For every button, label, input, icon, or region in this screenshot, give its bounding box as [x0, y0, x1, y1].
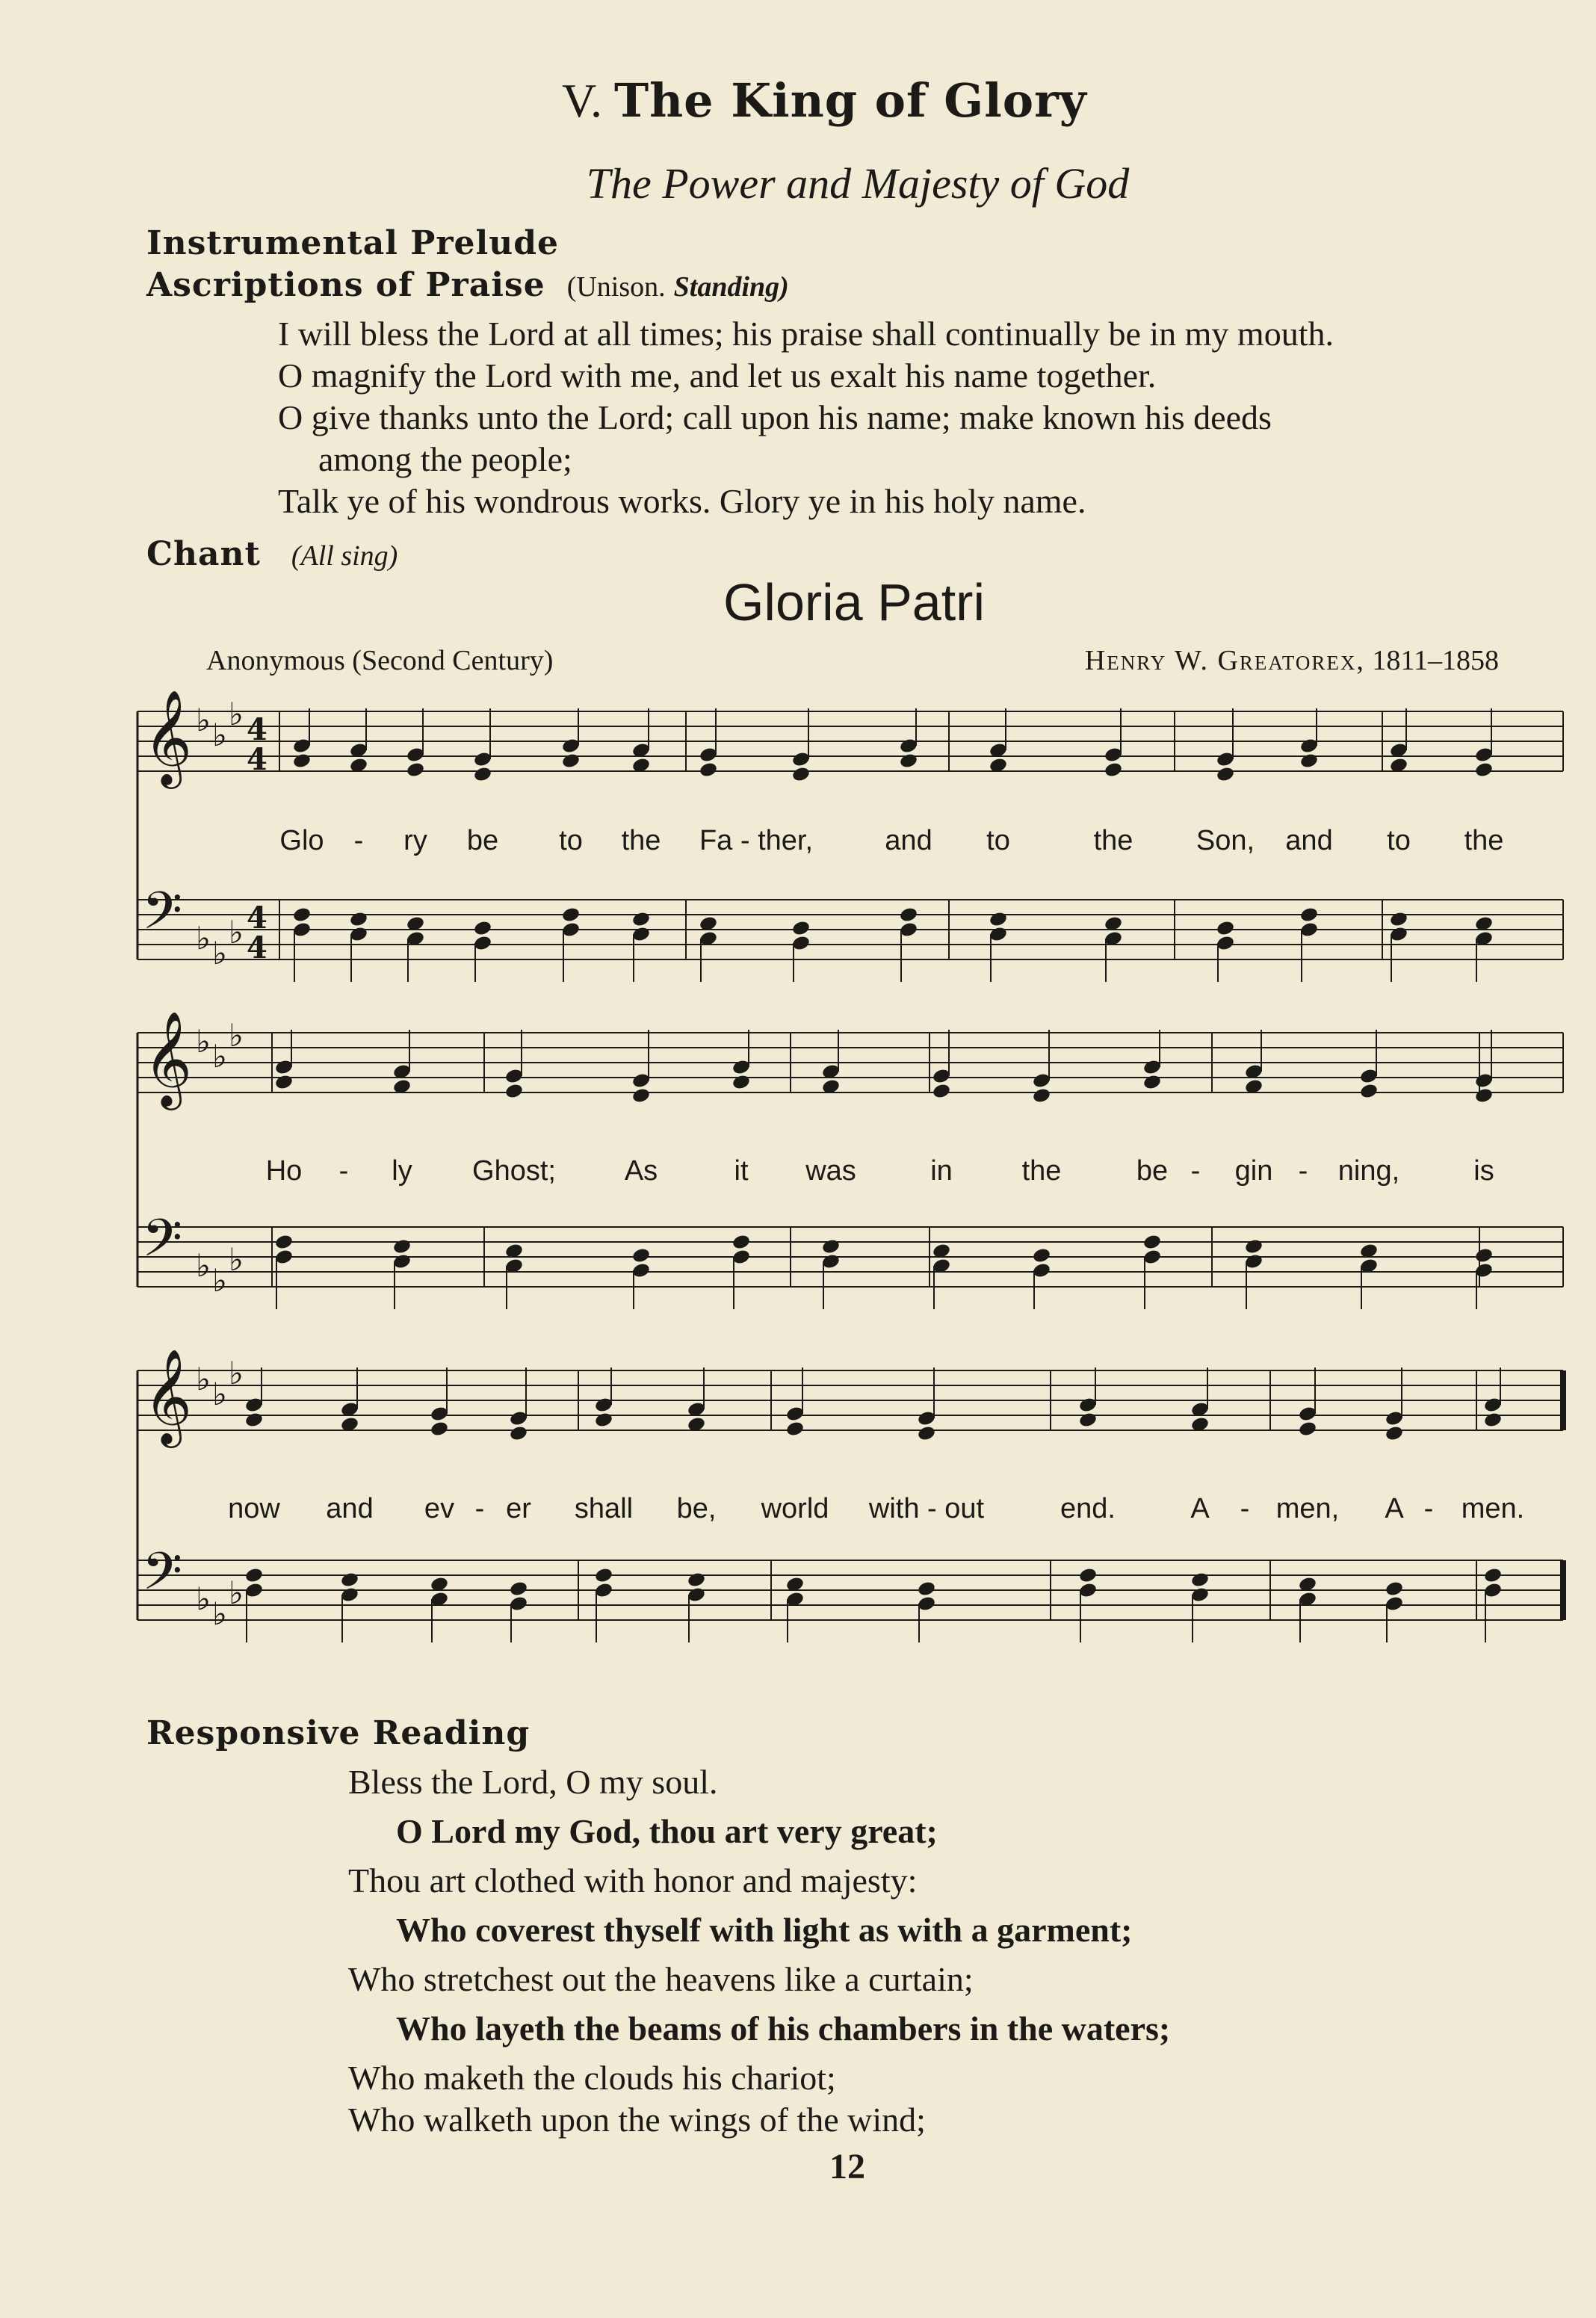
time-signature-bottom: 4 — [247, 930, 267, 965]
lyric-syllable: ev — [424, 1493, 455, 1524]
notehead — [473, 920, 492, 937]
notehead — [732, 1234, 751, 1251]
lyric-syllable: and — [885, 825, 932, 856]
flat-sign: ♭ — [229, 696, 244, 732]
notehead — [791, 766, 811, 783]
reading-line-response: Who coverest thyself with light as with a garment; — [396, 1911, 1133, 1949]
flat-sign: ♭ — [196, 1247, 211, 1284]
notehead — [1104, 761, 1123, 779]
lyric-syllable: A — [1385, 1493, 1404, 1524]
words-credit: Anonymous (Second Century) — [206, 645, 554, 676]
notehead — [244, 1412, 264, 1429]
notehead — [349, 911, 368, 928]
notehead — [1216, 766, 1235, 783]
lyric-syllable: be, — [676, 1493, 717, 1524]
reading-line-leader: Who maketh the clouds his chariot; — [348, 2059, 836, 2097]
ascription-line: O magnify the Lord with me, and let us exalt his name together. — [278, 356, 1157, 395]
notehead — [594, 1412, 613, 1429]
chant-note: (All sing) — [291, 540, 398, 572]
responsive-heading: Responsive Reading — [146, 1714, 531, 1752]
flat-sign: ♭ — [229, 1355, 244, 1391]
notehead — [1483, 1412, 1503, 1429]
time-signature-bottom: 4 — [247, 742, 267, 777]
lyric-syllable: - — [353, 825, 364, 856]
lyric-syllable: - — [1240, 1493, 1250, 1524]
ascription-line: O give thanks unto the Lord; call upon his name; make known his deeds — [278, 398, 1272, 436]
flat-sign: ♭ — [229, 1574, 244, 1611]
time-signature-top: 4 — [247, 900, 267, 936]
treble-clef: 𝄞 — [143, 689, 193, 785]
notehead — [561, 752, 581, 770]
lyric-syllable: men, — [1275, 1493, 1340, 1524]
flat-sign: ♭ — [229, 1241, 244, 1278]
lyric-syllable: ry — [403, 825, 427, 856]
lyric-syllable: As — [624, 1155, 658, 1187]
ascription-line: among the people; — [318, 440, 572, 478]
ascriptions-heading: Ascriptions of Praise — [146, 266, 545, 304]
notehead — [932, 1083, 951, 1100]
notehead — [631, 1087, 651, 1104]
reading-line-leader: Who stretchest out the heavens like a curtain; — [348, 1960, 974, 1998]
lyric-syllable: with - out — [868, 1493, 985, 1524]
reading-line-leader: Thou art clothed with honor and majesty: — [348, 1861, 918, 1900]
notehead — [274, 1074, 294, 1091]
lyric-syllable: - — [1190, 1155, 1201, 1187]
lyric-syllable: ly — [392, 1155, 412, 1187]
ascription-line: I will bless the Lord at all times; his praise shall continually be in my mouth. — [278, 315, 1334, 353]
notehead — [1078, 1567, 1098, 1584]
notehead — [430, 1421, 449, 1438]
flat-sign: ♭ — [212, 1038, 227, 1075]
notehead — [1385, 1580, 1404, 1598]
notehead — [791, 920, 811, 937]
notehead — [292, 906, 312, 924]
lyric-syllable: was — [805, 1155, 856, 1187]
flat-sign: ♭ — [196, 1361, 211, 1397]
lyric-syllable: A — [1190, 1493, 1210, 1524]
bass-clef: 𝄢 — [142, 1541, 183, 1614]
music-credit-years: 1811–1858 — [1372, 645, 1499, 676]
notehead — [1474, 1247, 1494, 1264]
lyric-syllable: men. — [1461, 1493, 1525, 1524]
notehead — [899, 906, 918, 924]
lyric-syllable: and — [326, 1493, 374, 1524]
notehead — [732, 1074, 751, 1091]
notehead — [561, 906, 581, 924]
music-credit-name: Henry W. Greatorex, — [1084, 645, 1365, 676]
ascription-line: Talk ye of his wondrous works. Glory ye in his holy name. — [278, 482, 1086, 520]
notehead — [631, 1247, 651, 1264]
prelude-heading: Instrumental Prelude — [146, 224, 559, 262]
lyric-syllable: Son, — [1196, 825, 1255, 856]
lyric-syllable: end. — [1060, 1493, 1116, 1524]
notehead — [1359, 1083, 1379, 1100]
lyric-syllable: - — [1298, 1155, 1308, 1187]
notehead — [292, 752, 312, 770]
flat-sign: ♭ — [196, 1023, 211, 1060]
notehead — [244, 1567, 264, 1584]
notehead — [699, 761, 718, 779]
notehead — [1244, 1238, 1264, 1255]
time-signature-top: 4 — [247, 712, 267, 747]
notehead — [473, 766, 492, 783]
page-number: 12 — [829, 2147, 865, 2186]
lyric-syllable: now — [228, 1493, 280, 1524]
lyric-syllable: - — [1423, 1493, 1434, 1524]
notehead — [1474, 1087, 1494, 1104]
lyric-syllable: and — [1285, 825, 1333, 856]
lyric-syllable: to — [559, 825, 583, 856]
chant-heading: Chant — [146, 535, 261, 573]
notehead — [274, 1234, 294, 1251]
flat-sign: ♭ — [212, 1262, 227, 1299]
notehead — [1483, 1567, 1503, 1584]
lyric-syllable: ning, — [1337, 1155, 1400, 1187]
notehead — [785, 1421, 805, 1438]
notehead — [1299, 906, 1319, 924]
flat-sign: ♭ — [229, 914, 244, 951]
lyric-syllable: is — [1473, 1155, 1494, 1187]
ascriptions-note: (Unison. — [566, 271, 666, 303]
reading-line-response: Who layeth the beams of his chambers in the waters; — [396, 2009, 1171, 2047]
lyric-syllable: Glo — [279, 825, 324, 856]
lyric-syllable: - — [474, 1493, 485, 1524]
hymn-title: Gloria Patri — [723, 573, 986, 631]
notehead — [989, 911, 1008, 928]
flat-sign: ♭ — [212, 1595, 227, 1632]
flat-sign: ♭ — [196, 920, 211, 956]
notehead — [504, 1083, 524, 1100]
flat-sign: ♭ — [196, 702, 211, 738]
notehead — [509, 1580, 528, 1598]
flat-sign: ♭ — [196, 1580, 211, 1617]
lyric-syllable: be — [1136, 1155, 1169, 1187]
flat-sign: ♭ — [229, 1017, 244, 1054]
notehead — [1078, 1412, 1098, 1429]
lyric-syllable: the — [1093, 825, 1133, 856]
notehead — [899, 752, 918, 770]
lyric-syllable: Ghost; — [472, 1155, 556, 1187]
lyric-syllable: the — [1464, 825, 1504, 856]
reading-line-leader: Who walketh upon the wings of the wind; — [348, 2101, 926, 2139]
section-title-text: The King of Glory — [613, 73, 1087, 128]
notehead — [1474, 761, 1494, 779]
notehead — [1298, 1421, 1317, 1438]
lyric-syllable: it — [734, 1155, 749, 1187]
flat-sign: ♭ — [212, 935, 227, 971]
lyric-syllable: shall — [574, 1493, 634, 1524]
lyric-syllable: be — [466, 825, 499, 856]
reading-line-response: O Lord my God, thou art very great; — [396, 1812, 938, 1850]
notehead — [917, 1425, 936, 1442]
notehead — [1216, 920, 1235, 937]
notehead — [631, 911, 651, 928]
notehead — [1299, 752, 1319, 770]
lyric-syllable: Fa - ther, — [699, 825, 814, 856]
notehead — [340, 1571, 359, 1589]
notehead — [687, 1571, 706, 1589]
lyric-syllable: to — [1387, 825, 1411, 856]
lyric-syllable: Ho — [265, 1155, 303, 1187]
notehead — [821, 1238, 841, 1255]
lyric-syllable: er — [506, 1493, 531, 1524]
notehead — [392, 1238, 412, 1255]
notehead — [1385, 1425, 1404, 1442]
lyric-syllable: the — [621, 825, 661, 856]
reading-line-leader: Bless the Lord, O my soul. — [348, 1763, 718, 1801]
flat-sign: ♭ — [212, 717, 227, 753]
notehead — [1032, 1087, 1051, 1104]
lyric-syllable: in — [930, 1155, 953, 1187]
notehead — [1142, 1074, 1162, 1091]
treble-clef: 𝄞 — [143, 1010, 193, 1106]
lyric-syllable: the — [1021, 1155, 1062, 1187]
treble-clef: 𝄞 — [143, 1348, 193, 1444]
lyric-syllable: - — [338, 1155, 349, 1187]
bass-clef: 𝄢 — [142, 880, 183, 954]
notehead — [1190, 1571, 1210, 1589]
notehead — [509, 1425, 528, 1442]
section-subtitle: The Power and Majesty of God — [586, 159, 1130, 208]
notehead — [406, 761, 425, 779]
notehead — [594, 1567, 613, 1584]
ascriptions-note-italic: Standing) — [673, 271, 789, 303]
notehead — [1142, 1234, 1162, 1251]
section-numeral: V. — [562, 74, 602, 127]
notehead — [917, 1580, 936, 1598]
lyric-syllable: gin — [1234, 1155, 1273, 1187]
lyric-syllable: to — [986, 825, 1010, 856]
flat-sign: ♭ — [212, 1376, 227, 1412]
notehead — [1389, 911, 1408, 928]
notehead — [1032, 1247, 1051, 1264]
bass-clef: 𝄢 — [142, 1208, 183, 1281]
lyric-syllable: world — [761, 1493, 829, 1524]
